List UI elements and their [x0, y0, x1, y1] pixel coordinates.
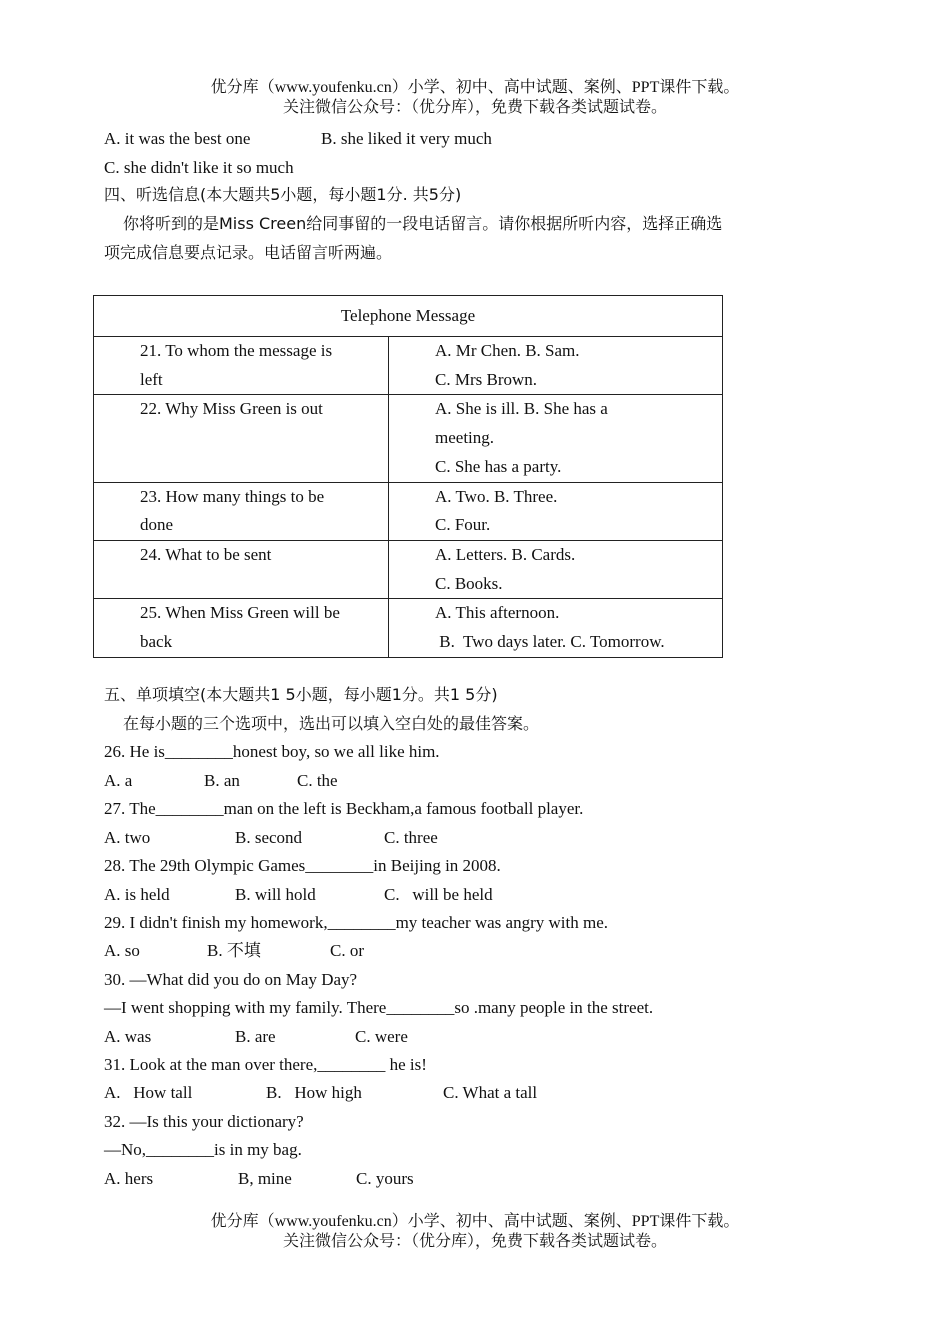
table-row — [94, 540, 723, 598]
question-31-options — [104, 1082, 538, 1104]
option-b: B, mine — [238, 1169, 292, 1188]
option-b: B. an — [204, 771, 240, 790]
question-28-stem: 28. The 29th Olympic Games________in Beijing in 2008. — [104, 856, 501, 875]
option-c: C. or — [330, 941, 364, 960]
question-27-options — [104, 827, 438, 849]
option-c: C. the — [297, 771, 338, 790]
option-a: A. so — [104, 941, 140, 960]
table-row — [94, 337, 723, 395]
table-answer-cell: A. Mr Chen. B. Sam. C. Mrs Brown. — [389, 337, 723, 395]
question-26-options — [104, 770, 338, 792]
option-a: A. a — [104, 771, 133, 790]
prev-option-c: C. she didn't like it so much — [104, 158, 294, 177]
prev-option-b: B. she liked it very much — [321, 129, 492, 148]
page-header — [0, 78, 950, 118]
option-b: B. How high — [266, 1083, 362, 1102]
question-29-options — [104, 940, 364, 962]
section-4-instruction-2: 项完成信息要点记录。电话留言听两遍。 — [104, 243, 393, 262]
prev-option-a: A. it was the best one — [104, 129, 251, 148]
table-question-cell: 22. Why Miss Green is out — [94, 395, 389, 482]
table-row — [94, 395, 723, 482]
table-answer-cell: A. Two. B. Three. C. Four. — [389, 482, 723, 540]
option-a: A. is held — [104, 885, 170, 904]
table-question-cell: 23. How many things to be done — [94, 482, 389, 540]
option-b: B. second — [235, 828, 303, 847]
prev-options-row-1 — [104, 128, 492, 150]
question-32-stem-2: —No,________is in my bag. — [104, 1140, 302, 1159]
option-c: C. were — [355, 1027, 408, 1046]
section-5-instruction: 在每小题的三个选项中，选出可以填入空白处的最佳答案。 — [123, 714, 540, 733]
table-question-cell: 21. To whom the message is left — [94, 337, 389, 395]
table-row — [94, 599, 723, 657]
option-c: C. will be held — [384, 885, 493, 904]
option-a: A. How tall — [104, 1083, 193, 1102]
footer-line-1: 优分库（www.youfenku.cn）小学、初中、高中试题、案例、PPT课件下载。 — [210, 1213, 740, 1230]
option-b: B. are — [235, 1027, 276, 1046]
question-30-stem: 30. —What did you do on May Day? — [104, 970, 358, 989]
telephone-message-table — [93, 295, 723, 658]
table-title: Telephone Message — [94, 296, 723, 337]
question-32-options — [104, 1168, 414, 1190]
question-27-stem: 27. The________man on the left is Beckham,a famous football player. — [104, 799, 584, 818]
question-29-stem: 29. I didn't finish my homework,________my teacher was angry with me. — [104, 913, 608, 932]
option-c: C. yours — [356, 1169, 414, 1188]
footer-line-2: 关注微信公众号：（优分库），免费下载各类试题试卷。 — [282, 1233, 667, 1250]
question-31-stem: 31. Look at the man over there,________ he is! — [104, 1055, 427, 1074]
question-28-options — [104, 884, 493, 906]
page-footer — [0, 1212, 950, 1252]
option-a: A. hers — [104, 1169, 154, 1188]
option-b: B. 不填 — [207, 941, 261, 960]
question-30-stem-2: —I went shopping with my family. There________so .many people in the street. — [104, 998, 654, 1017]
table-answer-cell: A. Letters. B. Cards. C. Books. — [389, 540, 723, 598]
question-30-options — [104, 1026, 408, 1048]
section-4-instruction-1: 你将听到的是Miss Creen给同事留的一段电话留言。请你根据所听内容，选择正确选 — [123, 214, 723, 233]
table-answer-cell: A. This afternoon. B. Two days later. C. Tomorrow. — [389, 599, 723, 657]
option-c: C. three — [384, 828, 438, 847]
option-c: C. What a tall — [443, 1083, 538, 1102]
option-b: B. will hold — [235, 885, 316, 904]
question-32-stem: 32. —Is this your dictionary? — [104, 1112, 304, 1131]
header-line-2: 关注微信公众号：（优分库），免费下载各类试题试卷。 — [282, 99, 667, 116]
section-4-title: 四、听选信息(本大题共5小题，每小题1分. 共5分) — [104, 185, 462, 204]
table-row — [94, 482, 723, 540]
table-question-cell: 25. When Miss Green will be back — [94, 599, 389, 657]
option-a: A. was — [104, 1027, 152, 1046]
table-question-cell: 24. What to be sent — [94, 540, 389, 598]
section-5-title: 五、单项填空(本大题共1 5小题，每小题1分。共1 5分) — [104, 685, 498, 704]
table-answer-cell: A. She is ill. B. She has a meeting. C. She has a party. — [389, 395, 723, 482]
option-a: A. two — [104, 828, 151, 847]
header-line-1: 优分库（www.youfenku.cn）小学、初中、高中试题、案例、PPT课件下载。 — [210, 79, 740, 96]
question-26-stem: 26. He is________honest boy, so we all like him. — [104, 742, 440, 761]
